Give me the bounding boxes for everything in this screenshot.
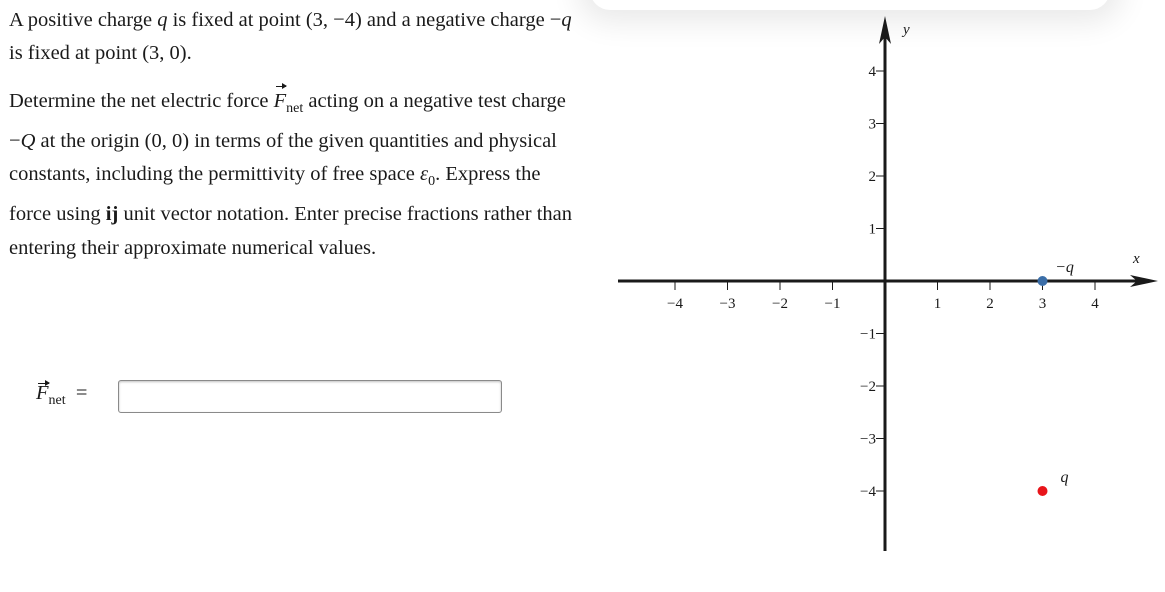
x-tick-label: −1 [824, 296, 841, 312]
x-tick-label: −3 [719, 296, 736, 312]
x-tick-label: 3 [1038, 296, 1047, 312]
x-tick-label: 4 [1091, 296, 1099, 312]
x-tick-label: −4 [667, 296, 683, 312]
y-tick-label: 1 [868, 221, 876, 238]
problem-paragraph-2: Determine the net electric force $F_{net}$ acting on a negative test charge −Q at the origin (0, 0) in terms of the given quantities and physical constants, including the permittivity of free space $\varepsilon_0$. Express the force using ij unit vector notation. Enter precise fractions rather than entering their approximate numerical values. [9, 85, 574, 265]
problem-paragraph-1: A positive charge q is fixed at point (3, −4) and a negative charge −q is fixed at point (3, 0). [9, 9, 572, 65]
force-vector-symbol: F [274, 85, 287, 118]
negative-charge-dot [1038, 276, 1048, 286]
negative-charge-label: −q [1055, 259, 1074, 276]
y-tick-label: 3 [868, 116, 876, 133]
y-tick-label: −1 [860, 326, 876, 343]
y-axis-label: y [903, 22, 910, 38]
answer-label: $F_{net}$ = [36, 382, 88, 408]
x-tick-label: −2 [772, 296, 788, 312]
y-tick-label: 2 [868, 169, 876, 185]
positive-charge-label: q [1060, 469, 1069, 486]
y-tick-label: 4 [868, 64, 876, 80]
positive-charge-dot [1038, 486, 1048, 496]
y-tick-label: −3 [860, 431, 876, 448]
x-tick-label: 2 [986, 296, 994, 312]
y-tick-label: −2 [860, 379, 876, 395]
x-axis-label: x [1133, 251, 1140, 267]
y-tick-label: −4 [860, 484, 876, 500]
x-tick-label: 1 [933, 296, 942, 312]
